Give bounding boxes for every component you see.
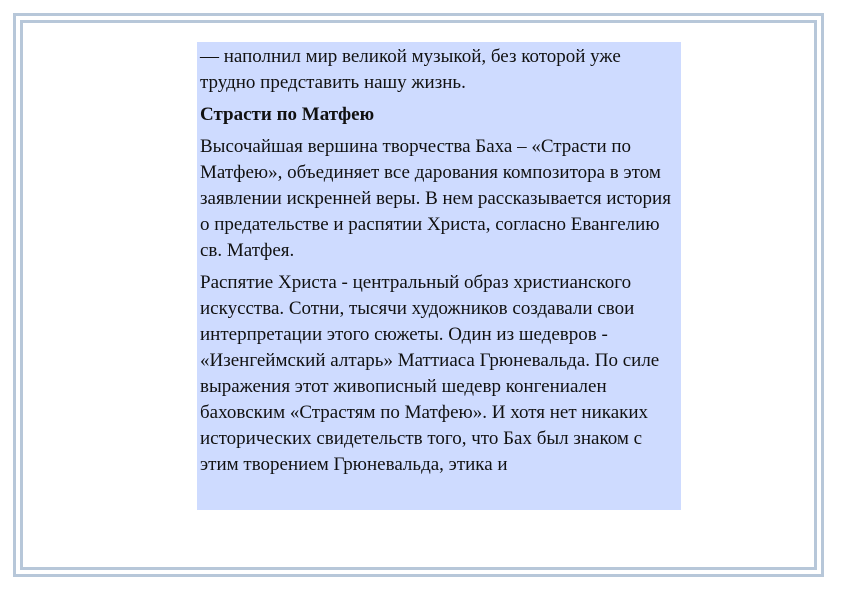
paragraph-intro: — наполнил мир великой музыкой, без которой уже трудно представить нашу жизнь.: [200, 46, 621, 93]
paragraph-passion: Высочайшая вершина творчества Баха – «Страсти по Матфею», объединяет все дарования композитора в этом заявлении искренней веры. В нем рассказывается история о предательстве и распятии Христа, согласно Евангелию св. Матфея.: [200, 136, 671, 261]
paragraph-crucifixion: Распятие Христа - центральный образ христианского искусства. Сотни, тысячи художников создавали свои интерпретации этого сюжеты. Один из шедевров - «Изенгеймский алтарь» Маттиаса Грюневальда. По силе выражения этот живописный шедевр конгениален баховским «Страстям по Матфею». И хотя нет никаких исторических свидетельств того, что Бах был знаком с этим творением Грюневальда, этика и: [200, 272, 660, 475]
text-content-box: [197, 42, 681, 510]
section-heading: Страсти по Матфею: [200, 104, 375, 125]
